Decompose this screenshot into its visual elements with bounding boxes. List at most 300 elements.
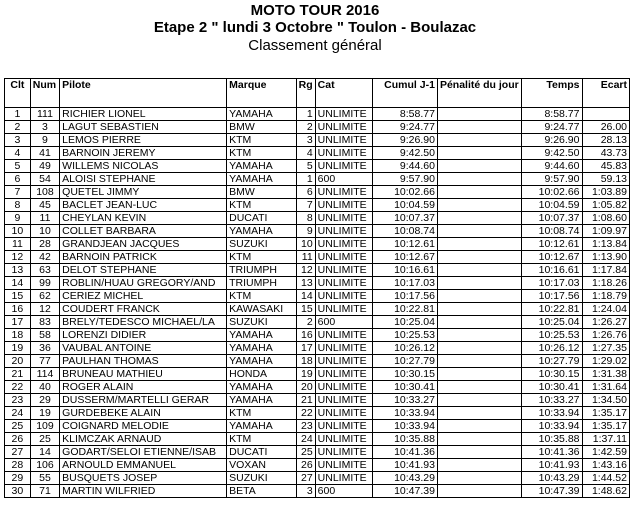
- cell-penalite: [437, 407, 521, 420]
- column-header-pilote: Pilote: [60, 79, 227, 108]
- table-row: [5, 186, 630, 199]
- cell-pilote: GURDEBEKE ALAIN: [60, 407, 227, 420]
- cell-pilote: RICHIER LIONEL: [60, 108, 227, 121]
- cell-ecart: 1:13.84: [582, 238, 630, 251]
- cell-cat: UNLIMITE: [315, 160, 373, 173]
- cell-marque: HONDA: [227, 368, 297, 381]
- cell-ecart: 1:44.52: [582, 472, 630, 485]
- table-row: [5, 316, 630, 329]
- cell-clt: 3: [5, 134, 31, 147]
- cell-rg: 25: [296, 446, 315, 459]
- cell-marque: TRIUMPH: [227, 277, 297, 290]
- cell-temps: 10:25.04: [521, 316, 582, 329]
- cell-marque: KTM: [227, 147, 297, 160]
- cell-temps: 8:58.77: [521, 108, 582, 121]
- table-row: [5, 368, 630, 381]
- cell-marque: SUZUKI: [227, 472, 297, 485]
- cell-temps: 9:57.90: [521, 173, 582, 186]
- cell-temps: 10:17.03: [521, 277, 582, 290]
- cell-temps: 10:04.59: [521, 199, 582, 212]
- cell-penalite: [437, 381, 521, 394]
- table-row: [5, 407, 630, 420]
- table-row: [5, 329, 630, 342]
- cell-cat: UNLIMITE: [315, 121, 373, 134]
- cell-pilote: ALOISI STEPHANE: [60, 173, 227, 186]
- cell-marque: KTM: [227, 433, 297, 446]
- cell-penalite: [437, 290, 521, 303]
- cell-num: 99: [30, 277, 59, 290]
- cell-pilote: BRELY/TEDESCO MICHAEL/LA: [60, 316, 227, 329]
- cell-penalite: [437, 433, 521, 446]
- cell-rg: 11: [296, 251, 315, 264]
- cell-marque: SUZUKI: [227, 316, 297, 329]
- cell-cumul: 10:25.04: [373, 316, 438, 329]
- cell-rg: 19: [296, 368, 315, 381]
- cell-rg: 21: [296, 394, 315, 407]
- cell-marque: TRIUMPH: [227, 264, 297, 277]
- cell-cumul: 9:26.90: [373, 134, 438, 147]
- cell-clt: 9: [5, 212, 31, 225]
- cell-rg: 12: [296, 264, 315, 277]
- cell-penalite: [437, 264, 521, 277]
- cell-clt: 1: [5, 108, 31, 121]
- cell-rg: 2: [296, 121, 315, 134]
- cell-temps: 10:33.27: [521, 394, 582, 407]
- cell-clt: 8: [5, 199, 31, 212]
- cell-temps: 9:26.90: [521, 134, 582, 147]
- cell-clt: 14: [5, 277, 31, 290]
- cell-temps: 10:33.94: [521, 407, 582, 420]
- table-row: [5, 225, 630, 238]
- cell-num: 58: [30, 329, 59, 342]
- cell-clt: 12: [5, 251, 31, 264]
- cell-penalite: [437, 225, 521, 238]
- cell-cumul: 9:57.90: [373, 173, 438, 186]
- table-row: [5, 251, 630, 264]
- cell-cumul: 9:44.60: [373, 160, 438, 173]
- cell-cumul: 10:30.15: [373, 368, 438, 381]
- cell-rg: 23: [296, 420, 315, 433]
- cell-marque: KTM: [227, 290, 297, 303]
- cell-pilote: BRUNEAU MATHIEU: [60, 368, 227, 381]
- cell-rg: 13: [296, 277, 315, 290]
- cell-pilote: COLLET BARBARA: [60, 225, 227, 238]
- cell-ecart: 1:08.60: [582, 212, 630, 225]
- cell-cat: UNLIMITE: [315, 407, 373, 420]
- cell-pilote: BACLET JEAN-LUC: [60, 199, 227, 212]
- cell-pilote: LAGUT SEBASTIEN: [60, 121, 227, 134]
- cell-ecart: 26.00: [582, 121, 630, 134]
- cell-rg: 3: [296, 134, 315, 147]
- cell-rg: 2: [296, 316, 315, 329]
- cell-cumul: 10:17.03: [373, 277, 438, 290]
- table-row: [5, 238, 630, 251]
- cell-pilote: LORENZI DIDIER: [60, 329, 227, 342]
- cell-pilote: COUDERT FRANCK: [60, 303, 227, 316]
- cell-num: 55: [30, 472, 59, 485]
- cell-penalite: [437, 485, 521, 498]
- cell-num: 19: [30, 407, 59, 420]
- cell-rg: 8: [296, 212, 315, 225]
- cell-cumul: 10:17.56: [373, 290, 438, 303]
- cell-cat: UNLIMITE: [315, 472, 373, 485]
- cell-temps: 10:17.56: [521, 290, 582, 303]
- cell-ecart: 1:27.35: [582, 342, 630, 355]
- column-header-marque: Marque: [227, 79, 297, 108]
- cell-ecart: 1:18.26: [582, 277, 630, 290]
- cell-temps: 10:22.81: [521, 303, 582, 316]
- cell-ecart: 1:37.11: [582, 433, 630, 446]
- cell-clt: 19: [5, 342, 31, 355]
- cell-penalite: [437, 277, 521, 290]
- cell-cat: UNLIMITE: [315, 303, 373, 316]
- cell-cat: UNLIMITE: [315, 212, 373, 225]
- cell-penalite: [437, 147, 521, 160]
- cell-rg: 20: [296, 381, 315, 394]
- cell-ecart: [582, 108, 630, 121]
- cell-cat: UNLIMITE: [315, 433, 373, 446]
- cell-penalite: [437, 160, 521, 173]
- cell-penalite: [437, 355, 521, 368]
- cell-num: 83: [30, 316, 59, 329]
- cell-penalite: [437, 134, 521, 147]
- cell-cat: UNLIMITE: [315, 186, 373, 199]
- cell-rg: 24: [296, 433, 315, 446]
- cell-clt: 30: [5, 485, 31, 498]
- cell-marque: KTM: [227, 199, 297, 212]
- cell-pilote: WILLEMS NICOLAS: [60, 160, 227, 173]
- cell-cat: UNLIMITE: [315, 368, 373, 381]
- cell-temps: 10:41.36: [521, 446, 582, 459]
- cell-cumul: 10:35.88: [373, 433, 438, 446]
- cell-rg: 9: [296, 225, 315, 238]
- cell-marque: YAMAHA: [227, 173, 297, 186]
- cell-rg: 22: [296, 407, 315, 420]
- cell-rg: 3: [296, 485, 315, 498]
- cell-marque: DUCATI: [227, 212, 297, 225]
- table-header-row: [5, 79, 630, 108]
- cell-penalite: [437, 420, 521, 433]
- cell-cumul: 10:12.61: [373, 238, 438, 251]
- cell-clt: 11: [5, 238, 31, 251]
- cell-pilote: BARNOIN PATRICK: [60, 251, 227, 264]
- cell-clt: 25: [5, 420, 31, 433]
- cell-marque: YAMAHA: [227, 160, 297, 173]
- cell-pilote: ROBLIN/HUAU GREGORY/AND: [60, 277, 227, 290]
- cell-penalite: [437, 108, 521, 121]
- cell-ecart: 1:13.90: [582, 251, 630, 264]
- cell-rg: 15: [296, 303, 315, 316]
- cell-temps: 9:42.50: [521, 147, 582, 160]
- cell-marque: KAWASAKI: [227, 303, 297, 316]
- cell-pilote: DELOT STEPHANE: [60, 264, 227, 277]
- cell-clt: 18: [5, 329, 31, 342]
- cell-penalite: [437, 199, 521, 212]
- column-header-ecart: Ecart: [582, 79, 630, 108]
- cell-cat: UNLIMITE: [315, 199, 373, 212]
- column-header-clt: Clt: [5, 79, 31, 108]
- table-row: [5, 342, 630, 355]
- cell-cat: UNLIMITE: [315, 420, 373, 433]
- table-row: [5, 446, 630, 459]
- table-row: [5, 173, 630, 186]
- cell-marque: KTM: [227, 251, 297, 264]
- cell-temps: 10:33.94: [521, 420, 582, 433]
- cell-pilote: ROGER ALAIN: [60, 381, 227, 394]
- cell-clt: 20: [5, 355, 31, 368]
- cell-cumul: 10:41.93: [373, 459, 438, 472]
- cell-ecart: 1:24.04: [582, 303, 630, 316]
- cell-clt: 13: [5, 264, 31, 277]
- cell-ecart: 1:26.76: [582, 329, 630, 342]
- cell-cat: UNLIMITE: [315, 251, 373, 264]
- cell-num: 3: [30, 121, 59, 134]
- cell-penalite: [437, 342, 521, 355]
- cell-cumul: 10:33.94: [373, 407, 438, 420]
- cell-rg: 4: [296, 147, 315, 160]
- cell-clt: 15: [5, 290, 31, 303]
- cell-num: 106: [30, 459, 59, 472]
- cell-cat: UNLIMITE: [315, 290, 373, 303]
- cell-num: 63: [30, 264, 59, 277]
- table-row: [5, 472, 630, 485]
- cell-clt: 16: [5, 303, 31, 316]
- cell-cat: UNLIMITE: [315, 459, 373, 472]
- cell-pilote: MARTIN WILFRIED: [60, 485, 227, 498]
- cell-pilote: GRANDJEAN JACQUES: [60, 238, 227, 251]
- cell-pilote: COIGNARD MELODIE: [60, 420, 227, 433]
- cell-temps: 10:30.41: [521, 381, 582, 394]
- cell-marque: BMW: [227, 186, 297, 199]
- cell-marque: YAMAHA: [227, 355, 297, 368]
- table-body: [5, 108, 630, 498]
- cell-pilote: CHEYLAN KEVIN: [60, 212, 227, 225]
- cell-penalite: [437, 303, 521, 316]
- cell-num: 111: [30, 108, 59, 121]
- cell-cumul: 10:33.94: [373, 420, 438, 433]
- cell-clt: 2: [5, 121, 31, 134]
- cell-ecart: 1:43.16: [582, 459, 630, 472]
- cell-cat: UNLIMITE: [315, 134, 373, 147]
- table-row: [5, 199, 630, 212]
- cell-ecart: 1:03.89: [582, 186, 630, 199]
- cell-temps: 9:24.77: [521, 121, 582, 134]
- cell-clt: 10: [5, 225, 31, 238]
- cell-cumul: 10:33.27: [373, 394, 438, 407]
- cell-temps: 10:25.53: [521, 329, 582, 342]
- cell-cat: 600: [315, 485, 373, 498]
- table-row: [5, 433, 630, 446]
- cell-clt: 6: [5, 173, 31, 186]
- cell-num: 45: [30, 199, 59, 212]
- cell-num: 42: [30, 251, 59, 264]
- cell-penalite: [437, 316, 521, 329]
- column-header-penalite: Pénalité du jour: [437, 79, 521, 108]
- cell-marque: BETA: [227, 485, 297, 498]
- cell-penalite: [437, 368, 521, 381]
- cell-temps: 10:12.67: [521, 251, 582, 264]
- cell-temps: 10:02.66: [521, 186, 582, 199]
- cell-temps: 10:08.74: [521, 225, 582, 238]
- cell-ecart: 28.13: [582, 134, 630, 147]
- cell-num: 25: [30, 433, 59, 446]
- cell-num: 40: [30, 381, 59, 394]
- cell-marque: SUZUKI: [227, 238, 297, 251]
- cell-num: 14: [30, 446, 59, 459]
- cell-temps: 10:35.88: [521, 433, 582, 446]
- column-header-num: Num: [30, 79, 59, 108]
- table-row: [5, 290, 630, 303]
- cell-ecart: 1:35.17: [582, 420, 630, 433]
- cell-penalite: [437, 329, 521, 342]
- cell-pilote: DUSSERM/MARTELLI GERAR: [60, 394, 227, 407]
- results-table: [4, 78, 630, 498]
- cell-pilote: BARNOIN JEREMY: [60, 147, 227, 160]
- table-row: [5, 212, 630, 225]
- cell-pilote: BUSQUETS JOSEP: [60, 472, 227, 485]
- cell-cat: UNLIMITE: [315, 381, 373, 394]
- cell-marque: YAMAHA: [227, 329, 297, 342]
- cell-pilote: VAUBAL ANTOINE: [60, 342, 227, 355]
- cell-temps: 10:12.61: [521, 238, 582, 251]
- cell-cumul: 10:12.67: [373, 251, 438, 264]
- cell-cat: UNLIMITE: [315, 264, 373, 277]
- cell-cumul: 9:24.77: [373, 121, 438, 134]
- table-row: [5, 420, 630, 433]
- cell-temps: 9:44.60: [521, 160, 582, 173]
- table-row: [5, 264, 630, 277]
- cell-ecart: 1:17.84: [582, 264, 630, 277]
- cell-ecart: 1:48.62: [582, 485, 630, 498]
- cell-ecart: 1:34.50: [582, 394, 630, 407]
- cell-cumul: 9:42.50: [373, 147, 438, 160]
- cell-pilote: CERIEZ MICHEL: [60, 290, 227, 303]
- cell-temps: 10:16.61: [521, 264, 582, 277]
- cell-marque: YAMAHA: [227, 108, 297, 121]
- cell-temps: 10:07.37: [521, 212, 582, 225]
- cell-cat: UNLIMITE: [315, 394, 373, 407]
- cell-rg: 26: [296, 459, 315, 472]
- cell-num: 62: [30, 290, 59, 303]
- cell-ecart: 1:05.82: [582, 199, 630, 212]
- cell-penalite: [437, 212, 521, 225]
- table-row: [5, 355, 630, 368]
- column-header-temps: Temps: [521, 79, 582, 108]
- cell-pilote: QUETEL JIMMY: [60, 186, 227, 199]
- cell-pilote: PAULHAN THOMAS: [60, 355, 227, 368]
- table-row: [5, 381, 630, 394]
- cell-cat: 600: [315, 173, 373, 186]
- cell-cat: 600: [315, 316, 373, 329]
- cell-penalite: [437, 186, 521, 199]
- table-row: [5, 459, 630, 472]
- cell-num: 9: [30, 134, 59, 147]
- cell-clt: 17: [5, 316, 31, 329]
- cell-marque: KTM: [227, 134, 297, 147]
- cell-cumul: 10:25.53: [373, 329, 438, 342]
- cell-marque: YAMAHA: [227, 225, 297, 238]
- cell-cumul: 10:27.79: [373, 355, 438, 368]
- cell-ecart: 1:31.38: [582, 368, 630, 381]
- cell-cumul: 10:07.37: [373, 212, 438, 225]
- cell-num: 11: [30, 212, 59, 225]
- cell-clt: 23: [5, 394, 31, 407]
- cell-cumul: 8:58.77: [373, 108, 438, 121]
- cell-num: 71: [30, 485, 59, 498]
- cell-clt: 4: [5, 147, 31, 160]
- cell-clt: 24: [5, 407, 31, 420]
- cell-clt: 22: [5, 381, 31, 394]
- cell-marque: VOXAN: [227, 459, 297, 472]
- cell-num: 77: [30, 355, 59, 368]
- cell-temps: 10:41.93: [521, 459, 582, 472]
- cell-penalite: [437, 394, 521, 407]
- cell-cumul: 10:08.74: [373, 225, 438, 238]
- cell-clt: 7: [5, 186, 31, 199]
- cell-cumul: 10:26.12: [373, 342, 438, 355]
- cell-num: 54: [30, 173, 59, 186]
- cell-pilote: ARNOULD EMMANUEL: [60, 459, 227, 472]
- cell-penalite: [437, 251, 521, 264]
- cell-num: 109: [30, 420, 59, 433]
- cell-cumul: 10:02.66: [373, 186, 438, 199]
- cell-clt: 27: [5, 446, 31, 459]
- cell-penalite: [437, 446, 521, 459]
- column-header-rg: Rg: [296, 79, 315, 108]
- cell-marque: DUCATI: [227, 446, 297, 459]
- cell-marque: KTM: [227, 407, 297, 420]
- cell-cumul: 10:16.61: [373, 264, 438, 277]
- cell-penalite: [437, 238, 521, 251]
- cell-marque: YAMAHA: [227, 394, 297, 407]
- cell-clt: 29: [5, 472, 31, 485]
- cell-ecart: 1:29.02: [582, 355, 630, 368]
- cell-penalite: [437, 121, 521, 134]
- cell-penalite: [437, 459, 521, 472]
- cell-cumul: 10:22.81: [373, 303, 438, 316]
- cell-clt: 28: [5, 459, 31, 472]
- cell-rg: 1: [296, 108, 315, 121]
- cell-cat: UNLIMITE: [315, 446, 373, 459]
- column-header-cat: Cat: [315, 79, 373, 108]
- cell-clt: 26: [5, 433, 31, 446]
- cell-marque: YAMAHA: [227, 381, 297, 394]
- cell-ecart: 1:35.17: [582, 407, 630, 420]
- table-row: [5, 485, 630, 498]
- table-row: [5, 303, 630, 316]
- column-header-cumul: Cumul J-1: [373, 79, 438, 108]
- stage-subtitle: Etape 2 " lundi 3 Octobre " Toulon - Boulazac: [153, 19, 477, 36]
- cell-ecart: 1:18.79: [582, 290, 630, 303]
- cell-ecart: 1:26.27: [582, 316, 630, 329]
- cell-temps: 10:43.29: [521, 472, 582, 485]
- cell-ecart: 1:31.64: [582, 381, 630, 394]
- cell-pilote: KLIMCZAK ARNAUD: [60, 433, 227, 446]
- cell-clt: 5: [5, 160, 31, 173]
- table-row: [5, 134, 630, 147]
- cell-num: 108: [30, 186, 59, 199]
- cell-cat: UNLIMITE: [315, 355, 373, 368]
- cell-temps: 10:27.79: [521, 355, 582, 368]
- cell-rg: 10: [296, 238, 315, 251]
- cell-num: 28: [30, 238, 59, 251]
- cell-ecart: 1:09.97: [582, 225, 630, 238]
- cell-marque: BMW: [227, 121, 297, 134]
- cell-temps: 10:47.39: [521, 485, 582, 498]
- cell-cat: UNLIMITE: [315, 277, 373, 290]
- cell-pilote: LEMOS PIERRE: [60, 134, 227, 147]
- cell-rg: 27: [296, 472, 315, 485]
